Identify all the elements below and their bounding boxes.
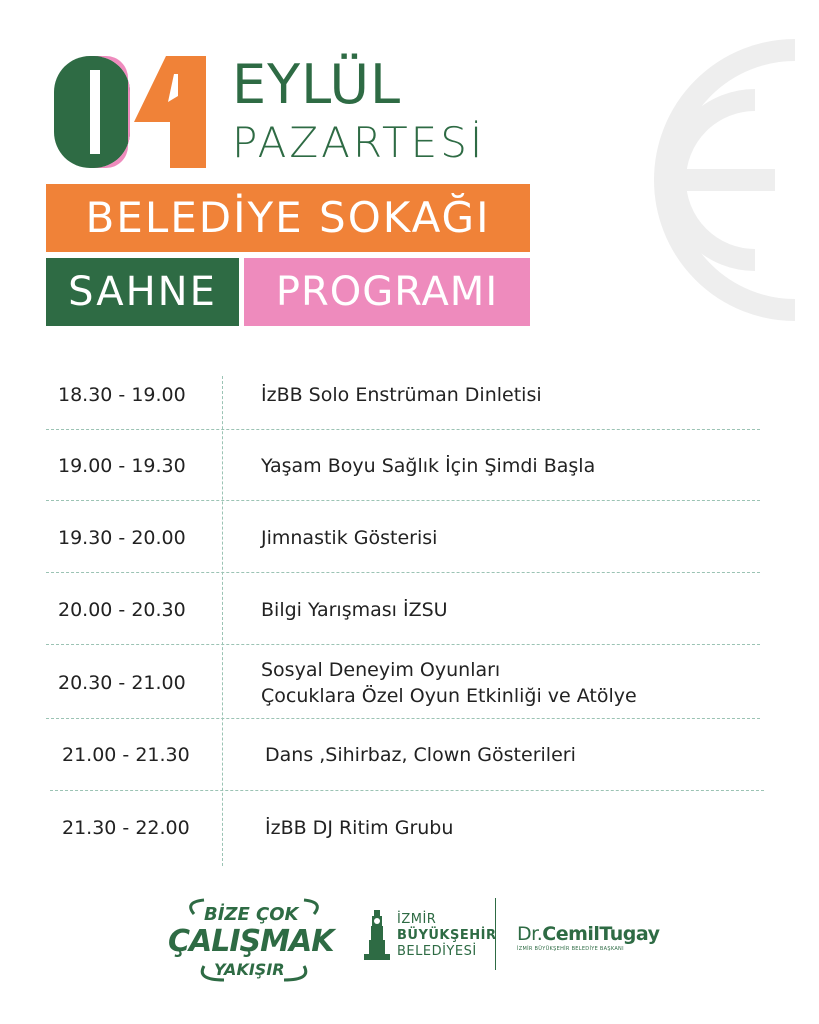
schedule-row-separator <box>46 500 760 501</box>
municipality-logo <box>397 912 496 960</box>
schedule-row <box>50 719 764 791</box>
schedule-event <box>261 431 595 501</box>
schedule-event <box>265 719 576 791</box>
schedule-row <box>50 792 764 864</box>
municipality-line-1: İZMİR <box>397 912 437 927</box>
slogan-line-2: ÇALIŞMAK <box>168 924 334 959</box>
mayor-name: CemilTugay <box>542 923 660 945</box>
schedule-event <box>261 503 437 573</box>
mayor-title: İZMİR BÜYÜKŞEHİR BELEDİYE BAŞKANI <box>517 946 624 952</box>
schedule-event-line: Çocuklara Özel Oyun Etkinliği ve Atölye <box>261 685 637 707</box>
month-label: EYLÜL <box>232 53 402 116</box>
schedule-time: 20.00 - 20.30 <box>58 599 186 621</box>
schedule-event <box>265 792 453 864</box>
footer-divider <box>495 898 496 970</box>
schedule-time: 21.00 - 21.30 <box>62 744 190 766</box>
schedule-event-line: Yaşam Boyu Sağlık İçin Şimdi Başla <box>261 455 596 477</box>
slogan-line-3: YAKIŞIR <box>214 960 285 979</box>
schedule-row <box>46 503 760 573</box>
schedule-time: 18.30 - 19.00 <box>58 384 186 406</box>
title-banner-stage: SAHNE <box>46 258 239 326</box>
schedule-row-separator <box>46 644 760 645</box>
slogan-line-1: BİZE ÇOK <box>204 904 299 925</box>
schedule-event-line: İzBB DJ Ritim Grubu <box>265 817 454 839</box>
schedule-event-line: Sosyal Deneyim Oyunları <box>261 659 501 681</box>
schedule-row-separator <box>46 572 760 573</box>
schedule-event <box>261 360 542 430</box>
schedule-time: 19.30 - 20.00 <box>58 527 186 549</box>
schedule-row <box>46 575 760 645</box>
slogan-logo <box>164 896 344 984</box>
weekday-label: PAZARTESİ <box>232 118 486 167</box>
schedule-time: 20.30 - 21.00 <box>58 672 186 694</box>
schedule-time: 21.30 - 22.00 <box>62 817 190 839</box>
schedule-row <box>46 647 760 719</box>
schedule-event-line: Bilgi Yarışması İZSU <box>261 599 448 621</box>
title-banner-program: PROGRAMI <box>244 258 530 326</box>
day-number-graphic <box>54 56 206 168</box>
schedule-row <box>46 360 760 430</box>
municipality-line-3: BELEDİYESİ <box>397 944 477 959</box>
mayor-prefix: Dr. <box>517 923 543 945</box>
municipality-line-2: BÜYÜKŞEHİR <box>397 928 497 943</box>
schedule-row <box>46 431 760 501</box>
schedule-event <box>261 575 448 645</box>
schedule-time: 19.00 - 19.30 <box>58 455 186 477</box>
title-banner-venue: BELEDİYE SOKAĞI <box>46 184 530 252</box>
watermark-logo-icon <box>555 30 815 330</box>
clock-tower-icon <box>362 908 392 962</box>
schedule-event-line: İzBB Solo Enstrüman Dinletisi <box>261 384 542 406</box>
schedule-event <box>261 647 637 719</box>
schedule-row-separator <box>50 790 764 791</box>
schedule-event-line: Dans ,Sihirbaz, Clown Gösterileri <box>265 744 576 766</box>
mayor-logo <box>517 925 660 952</box>
schedule-event-line: Jimnastik Gösterisi <box>261 527 438 549</box>
schedule-row-separator <box>46 429 760 430</box>
